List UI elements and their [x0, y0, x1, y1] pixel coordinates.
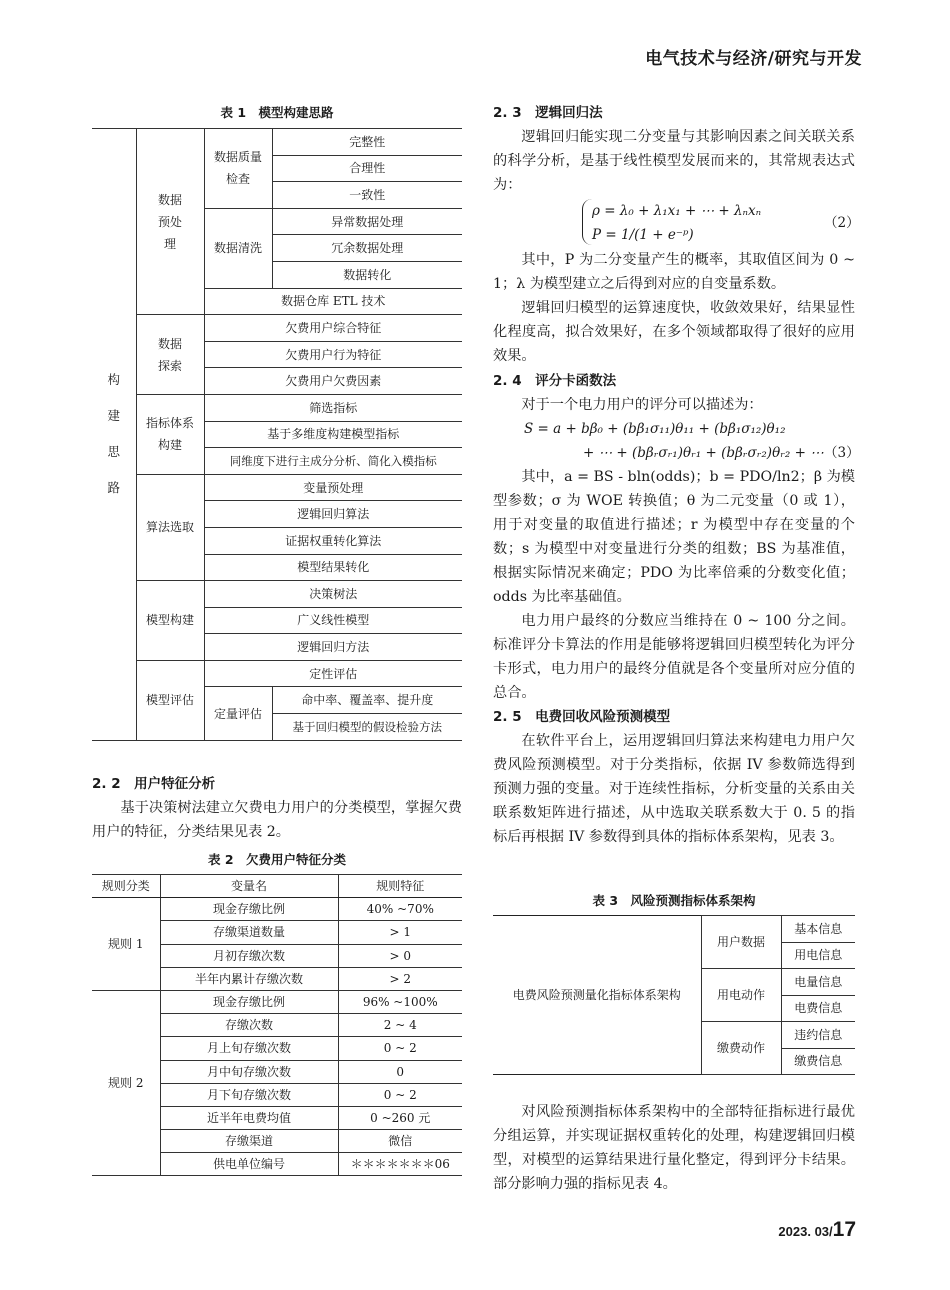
t2-cell: 2 ~ 4 [338, 1014, 462, 1037]
t1-subgroup: 数据清洗 [204, 208, 272, 288]
paragraph: 其中，P 为二分变量产生的概率，其取值区间为 0 ~ 1；λ 为模型建立之后得到对应的自变量系数。 [493, 252, 855, 292]
t2-cell: 0 ~ 2 [338, 1083, 462, 1106]
t2-cell: > 2 [338, 967, 462, 990]
t2-cell: 0 [338, 1060, 462, 1083]
t1-item: 证据权重转化算法 [204, 527, 462, 554]
t2-cell: 0 ~ 2 [338, 1037, 462, 1060]
t1-group: 指标体系构建 [136, 394, 204, 474]
section-2-4-title: 2. 4 评分卡函数法 [493, 373, 617, 389]
t1-item: 数据转化 [272, 261, 462, 288]
equation-2-number: （2） [824, 215, 860, 231]
t2-cell: 96% ~100% [338, 990, 462, 1013]
section-2-4-body-2 [493, 465, 855, 705]
t1-root: 构建思路 [92, 129, 136, 741]
t2-header: 规则分类 [92, 875, 160, 898]
journal-header: 电气技术与经济/研究与开发 [645, 49, 862, 69]
t3-item: 缴费信息 [781, 1048, 855, 1075]
t1-item: 同维度下进行主成分分析、简化入模指标 [204, 448, 462, 475]
t2-cell: 存缴渠道数量 [160, 921, 338, 944]
paragraph: 在软件平台上，运用逻辑回归算法来构建电力用户欠费风险预测模型。对于分类指标，依据 IV 参数筛选得到预测力强的变量。对于连续性指标，分析变量的关系由关联系数矩阵进行描述，从中选取关联系数大于 0. 5 的指标后再根据 IV 参数得到具体的指标体系架构，见表 3。 [493, 733, 855, 845]
t1-item: 定性评估 [204, 660, 462, 687]
t1-item: 逻辑回归方法 [204, 634, 462, 661]
paragraph: 对于一个电力用户的评分可以描述为： [521, 397, 763, 413]
t3-root: 电费风险预测量化指标体系架构 [493, 916, 701, 1075]
section-2-3-body [493, 125, 855, 197]
t1-item: 基于多维度构建模型指标 [204, 421, 462, 448]
t2-cell: 微信 [338, 1130, 462, 1153]
t2-header: 变量名 [160, 875, 338, 898]
t1-item: 完整性 [272, 129, 462, 156]
t3-item: 电费信息 [781, 995, 855, 1022]
table1-model-approach [92, 128, 462, 741]
table2-user-features [92, 874, 462, 1176]
t2-cell: > 0 [338, 944, 462, 967]
t1-item: 异常数据处理 [272, 208, 462, 235]
t2-header: 规则特征 [338, 875, 462, 898]
t1-group: 数据预处理 [136, 129, 204, 315]
table2-caption: 表 2 欠费用户特征分类 [207, 852, 347, 867]
section-2-3-title: 2. 3 逻辑回归法 [493, 105, 603, 121]
section-2-2-body [92, 796, 462, 844]
table3-risk-index [493, 915, 855, 1075]
t3-item: 用电信息 [781, 942, 855, 969]
t1-item: 一致性 [272, 182, 462, 209]
t2-cell: 存缴次数 [160, 1014, 338, 1037]
paragraph: 基于决策树法建立欠费电力用户的分类模型，掌握欠费用户的特征，分类结果见表 2。 [92, 800, 462, 840]
t2-cell: 0 ~260 元 [338, 1106, 462, 1129]
t1-item: 筛选指标 [204, 394, 462, 421]
t2-cell: 月上旬存缴次数 [160, 1037, 338, 1060]
t2-cell: 现金存缴比例 [160, 990, 338, 1013]
t1-item: 变量预处理 [204, 474, 462, 501]
t1-group: 模型构建 [136, 581, 204, 661]
t2-cell: 40% ~70% [338, 898, 462, 921]
t3-item: 电量信息 [781, 969, 855, 996]
t2-cell: 供电单位编号 [160, 1153, 338, 1176]
t1-item: 模型结果转化 [204, 554, 462, 581]
equation-2-line1: ρ = λ₀ + λ₁x₁ + ⋯ + λₙxₙ [592, 203, 762, 219]
t2-cell: 半年内累计存缴次数 [160, 967, 338, 990]
equation-3-line1: S = a + bβ₀ + (bβ₁σ₁₁)θ₁₁ + (bβ₁σ₁₂)θ₁₂ [524, 421, 786, 437]
t3-group: 用户数据 [701, 916, 781, 969]
t2-cell: 存缴渠道 [160, 1130, 338, 1153]
t3-item: 违约信息 [781, 1022, 855, 1049]
paragraph: 电力用户最终的分数应当维持在 0 ~ 100 分之间。标准评分卡算法的作用是能够将逻辑回归模型转化为评分卡形式，电力用户的最终分值就是各个变量所对应分值的总合。 [493, 613, 855, 701]
t2-cell: 近半年电费均值 [160, 1106, 338, 1129]
t2-rule: 规则 2 [92, 990, 160, 1176]
paragraph: 逻辑回归能实现二分变量与其影响因素之间关联关系的科学分析，是基于线性模型发展而来的，其常规表达式为： [493, 129, 855, 193]
section-2-3-body-2 [493, 248, 855, 368]
t1-item: 决策树法 [204, 581, 462, 608]
issue-number: 2023. 03/ [778, 1224, 833, 1239]
page-footer [778, 1218, 856, 1242]
t1-item: 广义线性模型 [204, 607, 462, 634]
t3-item: 基本信息 [781, 916, 855, 943]
t2-rule: 规则 1 [92, 898, 160, 991]
table1-caption: 表 1 模型构建思路 [220, 105, 334, 120]
t1-subgroup: 定量评估 [204, 687, 272, 740]
equation-2-line2: P = 1/(1 + e⁻ᵖ) [592, 227, 694, 243]
t1-group: 算法选取 [136, 474, 204, 580]
t1-item: 命中率、覆盖率、提升度 [272, 687, 462, 714]
t2-cell: 现金存缴比例 [160, 898, 338, 921]
t2-cell: ＊＊＊＊＊＊＊06 [338, 1153, 462, 1176]
t3-group: 用电动作 [701, 969, 781, 1022]
t2-cell: 月下旬存缴次数 [160, 1083, 338, 1106]
table3-caption: 表 3 风险预测指标体系架构 [592, 893, 756, 908]
paragraph: 其中，a = BS - bln(odds)；b = PDO/ln2；β 为模型参数；σ 为 WOE 转换值；θ 为二元变量（0 或 1），用于对变量的取值进行描述；r 为模型中存在变量的个数；s 为模型中对变量进行分类的组数；BS 为基准值，根据实际情况来确定；PDO 为比率倍乘的分数变化值；odds 为比率基础值。 [493, 469, 855, 605]
t1-item: 冗余数据处理 [272, 235, 462, 262]
t1-item: 欠费用户行为特征 [204, 341, 462, 368]
closing-body [493, 1100, 855, 1196]
section-2-5-title: 2. 5 电费回收风险预测模型 [493, 709, 671, 725]
t1-item: 合理性 [272, 155, 462, 182]
t1-item: 欠费用户欠费因素 [204, 368, 462, 395]
section-2-4-body [493, 393, 855, 417]
t3-group: 缴费动作 [701, 1022, 781, 1075]
t1-item: 逻辑回归算法 [204, 501, 462, 528]
t2-cell: > 1 [338, 921, 462, 944]
page-number: 17 [832, 1218, 856, 1241]
t1-item: 数据仓库 ETL 技术 [204, 288, 462, 315]
t1-item: 欠费用户综合特征 [204, 315, 462, 342]
t2-cell: 月中旬存缴次数 [160, 1060, 338, 1083]
t1-group: 数据探索 [136, 315, 204, 395]
t1-group: 模型评估 [136, 660, 204, 740]
paragraph: 对风险预测指标体系架构中的全部特征指标进行最优分组运算，并实现证据权重转化的处理，构建逻辑回归模型，对模型的运算结果进行量化整定，得到评分卡结果。部分影响力强的指标见表 4。 [493, 1104, 855, 1192]
t2-cell: 月初存缴次数 [160, 944, 338, 967]
paragraph: 逻辑回归模型的运算速度快，收敛效果好，结果显性化程度高，拟合效果好，在多个领域都取得了很好的应用效果。 [493, 300, 855, 364]
equation-3-number: （3） [824, 445, 860, 461]
t1-subgroup: 数据质量检查 [204, 129, 272, 209]
section-2-2-title: 2. 2 用户特征分析 [92, 776, 216, 792]
equation-3-line2: + ⋯ + (bβᵣσᵣ₁)θᵣ₁ + (bβᵣσᵣ₂)θᵣ₂ + ⋯ [583, 445, 824, 461]
section-2-5-body [493, 729, 855, 849]
t1-item: 基于回归模型的假设检验方法 [272, 714, 462, 741]
